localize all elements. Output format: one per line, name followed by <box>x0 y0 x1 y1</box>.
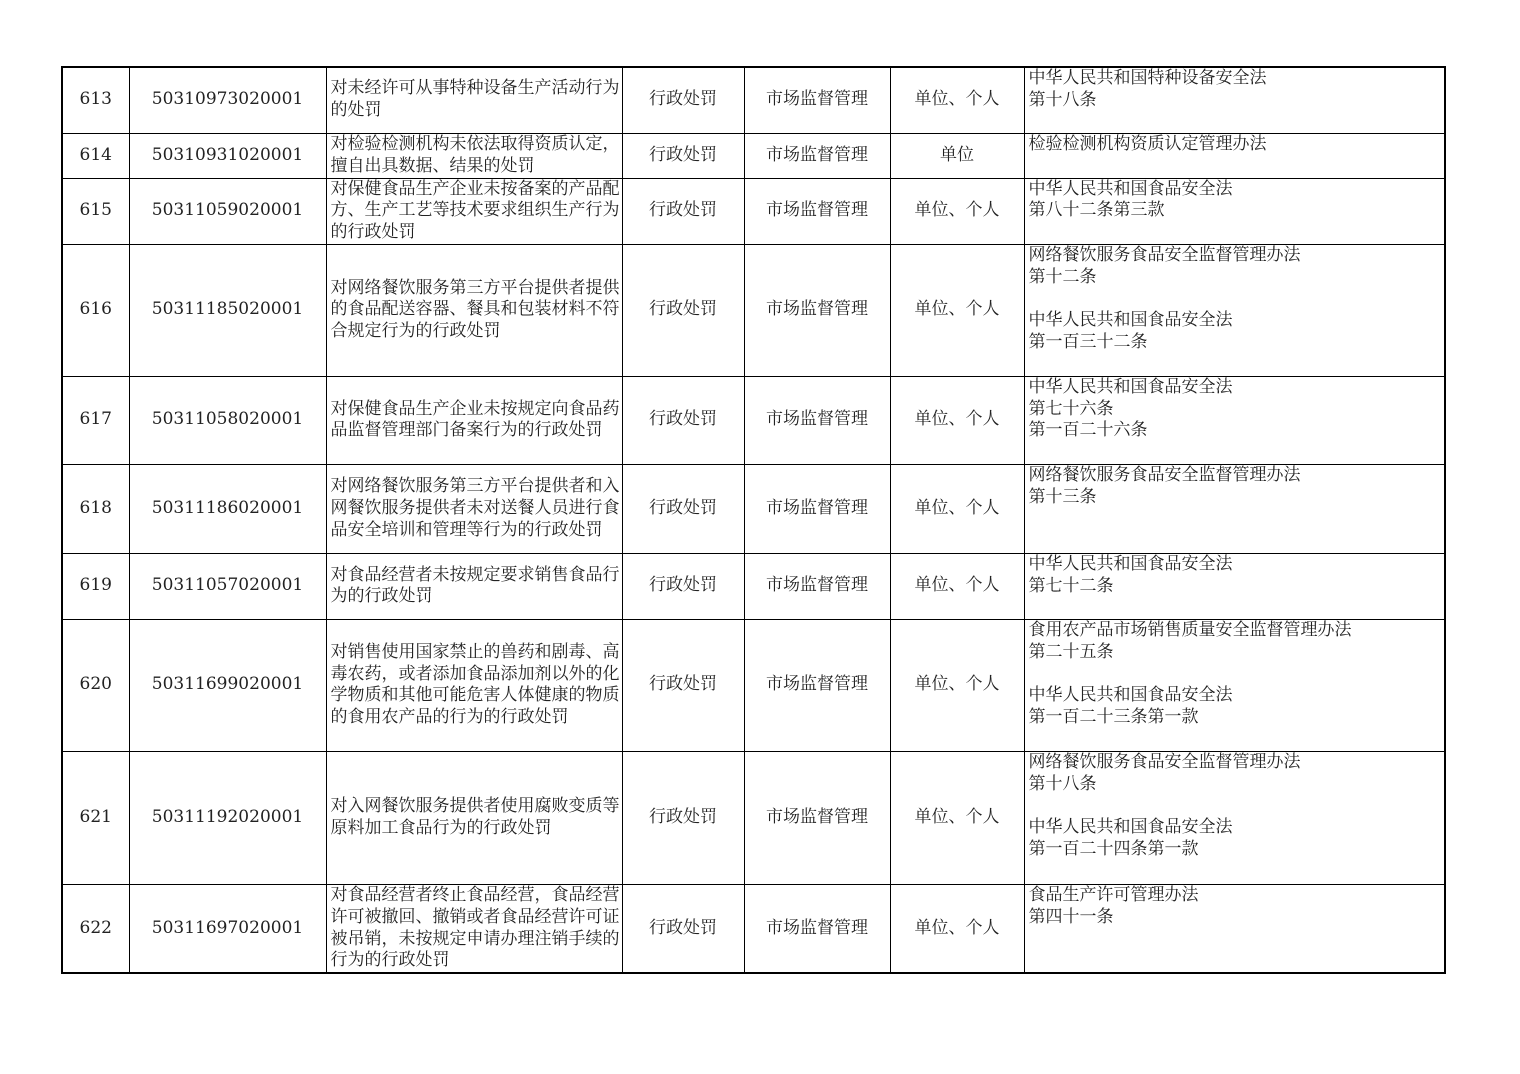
item-name-cell <box>326 553 622 619</box>
table-row <box>62 67 1445 133</box>
penalty-type-cell <box>622 619 744 751</box>
department-cell <box>744 464 890 553</box>
legal-basis-line: 第十三条 <box>1028 486 1097 507</box>
document-page <box>61 66 1444 974</box>
item-code-cell <box>129 178 326 244</box>
table-row <box>62 751 1445 884</box>
penalty-type-cell <box>622 884 744 973</box>
target-subject: 单位、个人 <box>914 89 1000 110</box>
basis-spacer <box>1029 663 1445 685</box>
row-number: 617 <box>79 409 112 430</box>
item-name-cell <box>326 178 622 244</box>
item-name: 对保健食品生产企业未按规定向食品药品监督管理部门备案行为的行政处罚 <box>330 398 620 441</box>
penalty-items-table <box>61 66 1446 974</box>
legal-basis-line: 中华人民共和国食品安全法 <box>1028 178 1233 199</box>
row-number: 621 <box>79 806 112 827</box>
table-row <box>62 376 1445 464</box>
item-name-cell <box>326 884 622 973</box>
row-number: 620 <box>79 674 112 695</box>
department: 市场监督管理 <box>766 674 868 695</box>
item-name-cell <box>326 376 622 464</box>
item-code-cell <box>129 67 326 133</box>
target-subject: 单位、个人 <box>914 674 1000 695</box>
penalty-type-cell <box>622 376 744 464</box>
target-subject-cell <box>890 553 1024 619</box>
legal-basis-line: 第一百二十四条第一款 <box>1028 839 1199 860</box>
department: 市场监督管理 <box>766 299 868 320</box>
legal-basis-line: 网络餐饮服务食品安全监督管理办法 <box>1028 244 1301 265</box>
item-code: 50311699020001 <box>151 674 304 695</box>
legal-basis-cell <box>1024 178 1445 244</box>
legal-basis-line: 第一百三十二条 <box>1028 332 1148 353</box>
table-row <box>62 553 1445 619</box>
item-code: 50310973020001 <box>151 89 304 110</box>
table-row <box>62 464 1445 553</box>
penalty-type: 行政处罚 <box>649 89 717 110</box>
penalty-type: 行政处罚 <box>649 917 717 938</box>
legal-basis-line: 第七十六条 <box>1028 398 1114 419</box>
row-number-cell <box>62 67 129 133</box>
department-cell <box>744 133 890 178</box>
department: 市场监督管理 <box>766 144 868 165</box>
row-number-cell <box>62 133 129 178</box>
item-name: 对保健食品生产企业未按备案的产品配方、生产工艺等技术要求组织生产行为的行政处罚 <box>330 178 620 243</box>
row-number-cell <box>62 884 129 973</box>
department: 市场监督管理 <box>766 917 868 938</box>
legal-basis-line: 第一百二十三条第一款 <box>1028 707 1199 728</box>
table-row <box>62 619 1445 751</box>
target-subject-cell <box>890 133 1024 178</box>
legal-basis-line: 中华人民共和国食品安全法 <box>1028 310 1233 331</box>
department-cell <box>744 553 890 619</box>
item-name: 对网络餐饮服务第三方平台提供者和入网餐饮服务提供者未对送餐人员进行食品安全培训和管理等行为的行政处罚 <box>330 476 620 540</box>
item-code: 50311697020001 <box>151 917 304 938</box>
penalty-type: 行政处罚 <box>649 497 717 518</box>
legal-basis-line: 中华人民共和国食品安全法 <box>1028 553 1233 574</box>
legal-basis-line: 中华人民共和国食品安全法 <box>1028 685 1233 706</box>
row-number-cell <box>62 244 129 376</box>
penalty-type: 行政处罚 <box>649 409 717 430</box>
item-code: 50311185020001 <box>151 299 304 320</box>
department: 市场监督管理 <box>766 409 868 430</box>
row-number-cell <box>62 553 129 619</box>
penalty-type: 行政处罚 <box>649 144 717 165</box>
target-subject: 单位、个人 <box>914 200 1000 221</box>
item-code: 50311192020001 <box>151 806 304 827</box>
department-cell <box>744 884 890 973</box>
legal-basis-line: 中华人民共和国食品安全法 <box>1028 376 1233 397</box>
legal-basis-line: 中华人民共和国食品安全法 <box>1028 817 1233 838</box>
row-number-cell <box>62 619 129 751</box>
department-cell <box>744 619 890 751</box>
item-code: 50311058020001 <box>151 409 304 430</box>
legal-basis-line: 中华人民共和国特种设备安全法 <box>1028 68 1267 88</box>
legal-basis-line: 第四十一条 <box>1028 906 1114 927</box>
item-name: 对食品经营者未按规定要求销售食品行为的行政处罚 <box>330 564 620 607</box>
item-code-cell <box>129 244 326 376</box>
item-name: 对销售使用国家禁止的兽药和剧毒、高毒农药，或者添加食品添加剂以外的化学物质和其他可能危害人体健康的物质的食用农产品的行为的行政处罚 <box>330 641 620 728</box>
item-code-cell <box>129 884 326 973</box>
penalty-type-cell <box>622 751 744 884</box>
item-code: 50311186020001 <box>151 497 304 518</box>
penalty-type: 行政处罚 <box>649 200 717 221</box>
item-code: 50310931020001 <box>151 144 304 165</box>
row-number: 622 <box>79 917 112 938</box>
legal-basis-line: 食用农产品市场销售质量安全监督管理办法 <box>1028 619 1352 640</box>
target-subject-cell <box>890 884 1024 973</box>
target-subject: 单位、个人 <box>914 575 1000 596</box>
table-body <box>62 67 1445 973</box>
row-number: 614 <box>79 144 112 165</box>
penalty-type: 行政处罚 <box>649 575 717 596</box>
target-subject: 单位、个人 <box>914 806 1000 827</box>
item-code-cell <box>129 376 326 464</box>
target-subject-cell <box>890 751 1024 884</box>
legal-basis-line: 第十八条 <box>1028 773 1097 794</box>
row-number: 615 <box>79 200 112 221</box>
legal-basis-line: 第七十二条 <box>1028 575 1114 596</box>
target-subject-cell <box>890 619 1024 751</box>
target-subject: 单位、个人 <box>914 299 1000 320</box>
row-number: 613 <box>79 89 112 110</box>
item-name-cell <box>326 133 622 178</box>
target-subject-cell <box>890 244 1024 376</box>
department-cell <box>744 376 890 464</box>
row-number: 616 <box>79 299 112 320</box>
basis-spacer <box>1029 795 1445 817</box>
item-name-cell <box>326 751 622 884</box>
legal-basis-cell <box>1024 67 1445 133</box>
item-code-cell <box>129 619 326 751</box>
legal-basis-line: 第二十五条 <box>1028 641 1114 662</box>
item-name-cell <box>326 67 622 133</box>
table-row <box>62 884 1445 973</box>
item-name-cell <box>326 244 622 376</box>
item-name-cell <box>326 464 622 553</box>
penalty-type-cell <box>622 178 744 244</box>
department: 市场监督管理 <box>766 575 868 596</box>
item-code: 50311059020001 <box>151 200 304 221</box>
legal-basis-cell <box>1024 133 1445 178</box>
legal-basis-line: 检验检测机构资质认定管理办法 <box>1028 133 1267 154</box>
item-name: 对食品经营者终止食品经营，食品经营许可被撤回、撤销或者食品经营许可证被吊销，未按规定申请办理注销手续的行为的行政处罚 <box>330 885 620 971</box>
department-cell <box>744 178 890 244</box>
penalty-type-cell <box>622 133 744 178</box>
department: 市场监督管理 <box>766 806 868 827</box>
legal-basis-cell <box>1024 376 1445 464</box>
legal-basis-cell <box>1024 244 1445 376</box>
department: 市场监督管理 <box>766 497 868 518</box>
department: 市场监督管理 <box>766 89 868 110</box>
legal-basis-line: 第十八条 <box>1028 89 1097 110</box>
penalty-type-cell <box>622 553 744 619</box>
legal-basis-line: 网络餐饮服务食品安全监督管理办法 <box>1028 751 1301 772</box>
item-code-cell <box>129 553 326 619</box>
item-code-cell <box>129 751 326 884</box>
target-subject-cell <box>890 376 1024 464</box>
target-subject: 单位、个人 <box>914 917 1000 938</box>
legal-basis-cell <box>1024 464 1445 553</box>
item-name: 对检验检测机构未依法取得资质认定，擅自出具数据、结果的处罚 <box>330 133 620 176</box>
department-cell <box>744 751 890 884</box>
table-row <box>62 244 1445 376</box>
item-name: 对入网餐饮服务提供者使用腐败变质等原料加工食品行为的行政处罚 <box>330 796 620 838</box>
row-number: 618 <box>79 497 112 518</box>
row-number-cell <box>62 178 129 244</box>
penalty-type-cell <box>622 67 744 133</box>
row-number-cell <box>62 376 129 464</box>
item-name-cell <box>326 619 622 751</box>
department-cell <box>744 67 890 133</box>
penalty-type-cell <box>622 464 744 553</box>
row-number-cell <box>62 464 129 553</box>
item-code-cell <box>129 133 326 178</box>
row-number: 619 <box>79 575 112 596</box>
table-row <box>62 178 1445 244</box>
legal-basis-cell <box>1024 553 1445 619</box>
legal-basis-cell <box>1024 884 1445 973</box>
target-subject: 单位、个人 <box>914 497 1000 518</box>
penalty-type: 行政处罚 <box>649 806 717 827</box>
target-subject-cell <box>890 464 1024 553</box>
target-subject: 单位 <box>940 144 974 165</box>
legal-basis-line: 第一百二十六条 <box>1028 420 1148 441</box>
department-cell <box>744 244 890 376</box>
penalty-type-cell <box>622 244 744 376</box>
penalty-type: 行政处罚 <box>649 674 717 695</box>
penalty-type: 行政处罚 <box>649 299 717 320</box>
legal-basis-line: 食品生产许可管理办法 <box>1028 884 1199 905</box>
row-number-cell <box>62 751 129 884</box>
legal-basis-cell <box>1024 619 1445 751</box>
table-row <box>62 133 1445 178</box>
item-code-cell <box>129 464 326 553</box>
legal-basis-cell <box>1024 751 1445 884</box>
target-subject: 单位、个人 <box>914 409 1000 430</box>
legal-basis-line: 第十二条 <box>1028 266 1097 287</box>
item-code: 50311057020001 <box>151 575 304 596</box>
target-subject-cell <box>890 178 1024 244</box>
item-name: 对未经许可从事特种设备生产活动行为的处罚 <box>330 78 620 121</box>
target-subject-cell <box>890 67 1024 133</box>
basis-spacer <box>1029 288 1445 310</box>
legal-basis-line: 第八十二条第三款 <box>1028 200 1165 221</box>
item-name: 对网络餐饮服务第三方平台提供者提供的食品配送容器、餐具和包装材料不符合规定行为的行政处罚 <box>330 277 620 342</box>
department: 市场监督管理 <box>766 200 868 221</box>
legal-basis-line: 网络餐饮服务食品安全监督管理办法 <box>1028 464 1301 485</box>
